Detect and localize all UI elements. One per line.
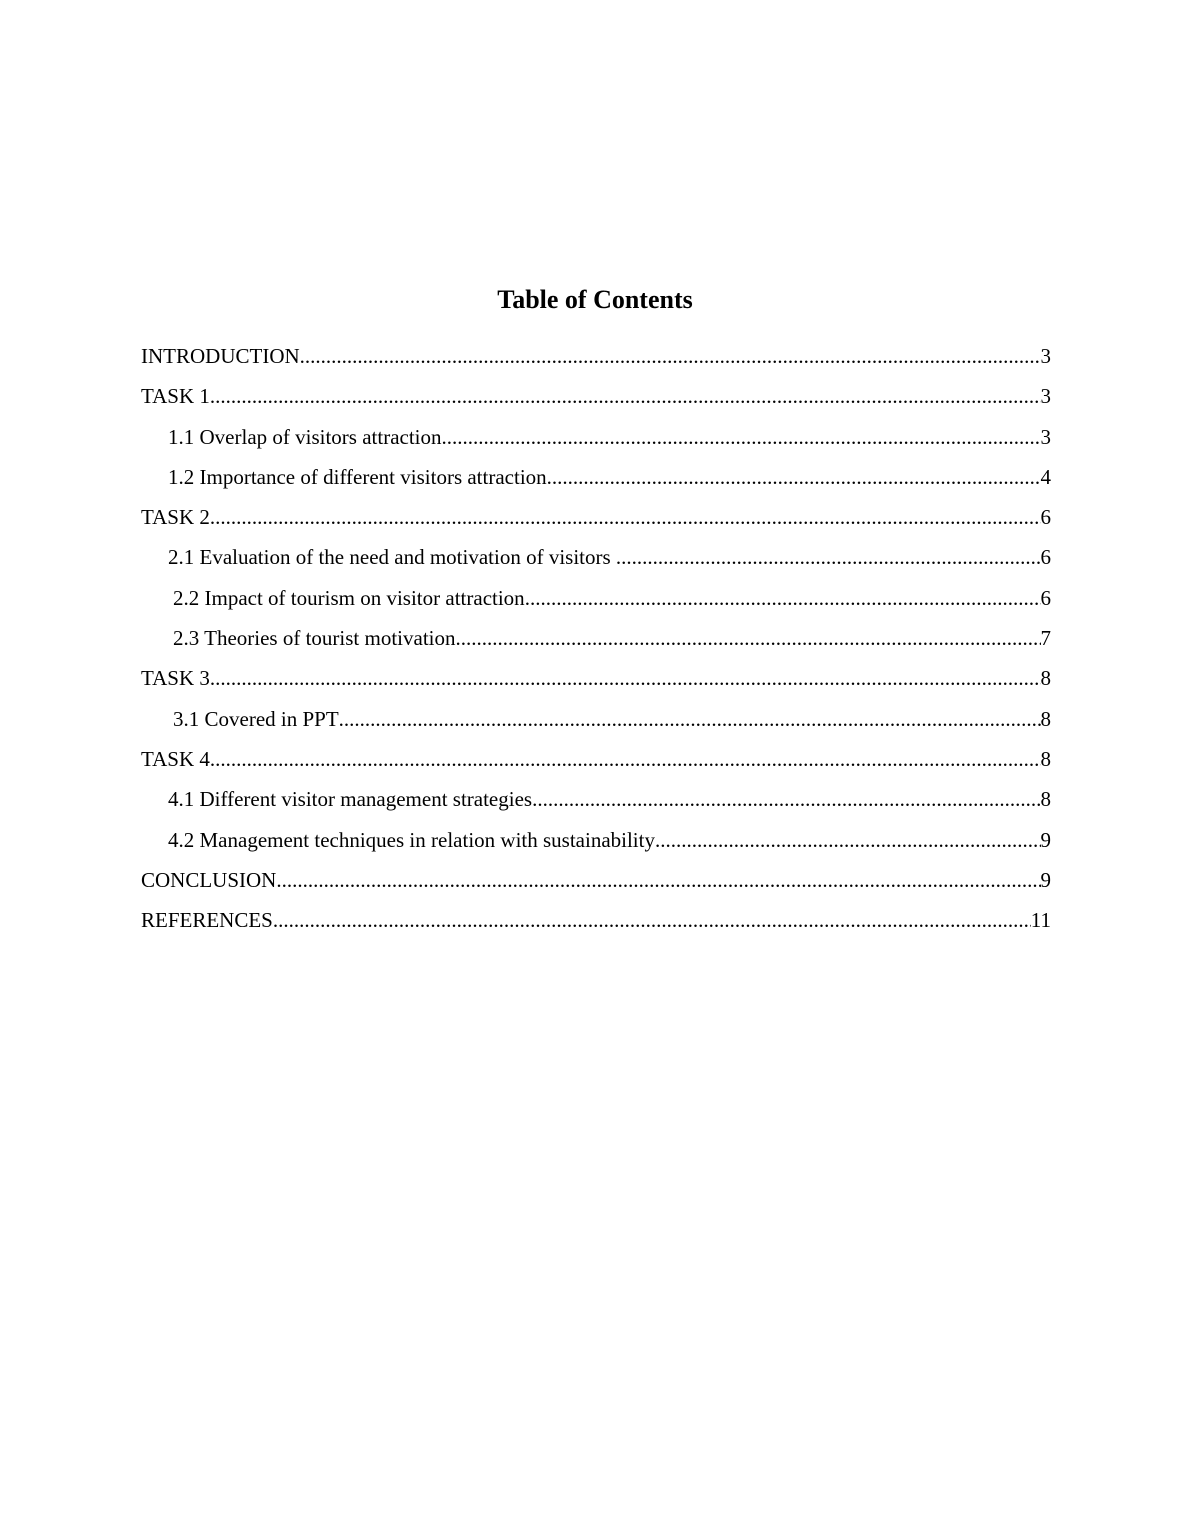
toc-entry-label: 2.3 Theories of tourist motivation [173,626,456,651]
toc-entry-introduction[interactable] [141,341,1051,381]
toc-dot-leader [300,341,1041,371]
toc-list [141,341,1051,945]
toc-entry-1-1[interactable] [141,422,1051,462]
toc-entry-label: 3.1 Covered in PPT [173,706,339,731]
toc-page-number: 9 [1040,867,1051,892]
toc-entry-1-2[interactable] [141,462,1051,502]
toc-dot-leader [616,542,1041,572]
toc-entry-label: TASK 4 [141,746,210,771]
toc-dot-leader [525,583,1041,613]
toc-entry-task-1[interactable] [141,381,1051,421]
toc-dot-leader [210,381,1041,411]
toc-entry-3-1[interactable] [141,704,1051,744]
toc-entry-task-4[interactable] [141,744,1051,784]
toc-title: Table of Contents [497,285,693,314]
toc-page-number: 8 [1040,706,1051,731]
toc-dot-leader [210,663,1041,693]
toc-dot-leader [276,865,1040,895]
toc-page-number: 3 [1040,384,1051,409]
toc-entry-label: REFERENCES [141,908,273,933]
toc-entry-label: 4.2 Management techniques in relation with sustainability [168,827,655,852]
toc-entry-label: INTRODUCTION [141,344,300,368]
toc-page-number: 6 [1040,585,1051,610]
toc-page-number: 4 [1040,464,1051,489]
toc-page-number: 6 [1040,545,1051,570]
toc-entry-task-2[interactable] [141,502,1051,542]
toc-dot-leader [655,825,1041,855]
toc-entry-4-2[interactable] [141,825,1051,865]
toc-entry-2-1[interactable] [141,542,1051,582]
toc-entry-2-2[interactable] [141,583,1051,623]
toc-entry-label: 1.2 Importance of different visitors attraction [168,464,547,489]
toc-entry-task-3[interactable] [141,663,1051,703]
toc-entry-label: TASK 3 [141,666,210,691]
toc-page-number: 3 [1040,424,1051,449]
toc-page-number: 3 [1040,344,1051,368]
toc-page-number: 7 [1040,626,1051,651]
toc-entry-label: 1.1 Overlap of visitors attraction [168,424,442,449]
toc-dot-leader [442,422,1041,452]
toc-page-number: 9 [1040,827,1051,852]
toc-dot-leader [456,623,1041,653]
toc-page-number: 8 [1040,787,1051,812]
toc-dot-leader [273,905,1031,935]
toc-page-number: 8 [1040,666,1051,691]
toc-entry-references[interactable] [141,905,1051,945]
toc-dot-leader [339,704,1041,734]
toc-dot-leader [532,784,1040,814]
toc-page-number: 11 [1030,908,1051,933]
toc-page-number: 8 [1040,746,1051,771]
toc-entry-label: CONCLUSION [141,867,277,892]
toc-dot-leader [210,744,1041,774]
toc-entry-conclusion[interactable] [141,865,1051,905]
toc-entry-label: 2.2 Impact of tourism on visitor attraction [173,585,525,610]
toc-entry-label: 2.1 Evaluation of the need and motivation of visitors [168,545,616,570]
toc-entry-label: 4.1 Different visitor management strategies [168,787,533,812]
toc-entry-label: TASK 1 [141,384,210,409]
toc-page-number: 6 [1040,505,1051,530]
toc-entry-4-1[interactable] [141,784,1051,824]
toc-dot-leader [547,462,1041,492]
toc-dot-leader [210,502,1041,532]
toc-entry-2-3[interactable] [141,623,1051,663]
toc-entry-label: TASK 2 [141,505,210,530]
